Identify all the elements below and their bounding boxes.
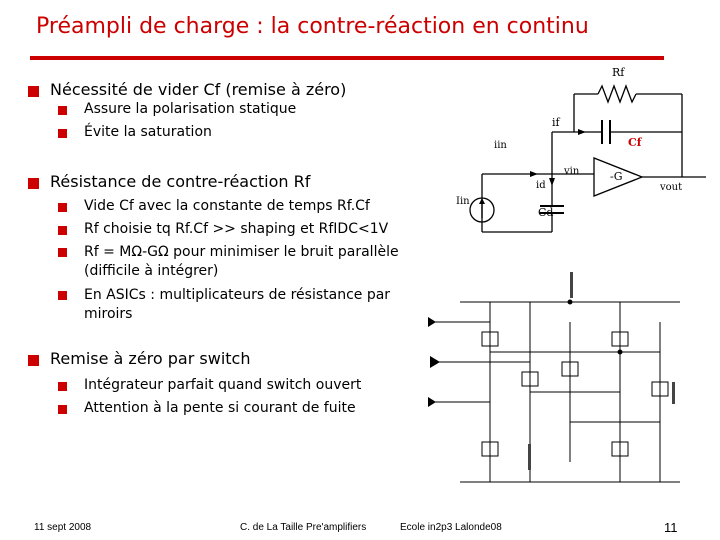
footer-date: 11 sept 2008 xyxy=(34,522,92,533)
amp-gain-label: -G xyxy=(610,170,623,183)
bullet-3-sub-2: Attention à la pente si courant de fuite xyxy=(84,400,356,416)
page-number: 11 xyxy=(664,520,678,535)
if-label: if xyxy=(552,116,560,129)
current-source-arrow xyxy=(479,198,485,204)
iin-arrow xyxy=(530,171,538,177)
title-underline xyxy=(30,56,664,60)
feedback-capacitor xyxy=(552,120,682,144)
sub-bullet-marker xyxy=(58,382,67,391)
rf-label: Rf xyxy=(612,66,625,79)
footer-event: Ecole in2p3 Lalonde08 xyxy=(400,522,502,533)
bullet-2-sub-1: Vide Cf avec la constante de temps Rf.Cf xyxy=(84,198,370,214)
vin-label: vin xyxy=(564,166,580,177)
sub-bullet-marker xyxy=(58,248,67,257)
slide-title: Préampli de charge : la contre-réaction en continu xyxy=(36,14,589,39)
feedback-resistor xyxy=(574,86,682,132)
bullet-2-sub-2: Rf choisie tq Rf.Cf >> shaping et RfIDC<1V xyxy=(84,221,389,237)
iinput-label: Iin xyxy=(456,196,470,207)
sub-bullet-marker xyxy=(58,203,67,212)
bullet-3-sub-1: Intégrateur parfait quand switch ouvert xyxy=(84,377,362,393)
sub-bullet-marker xyxy=(58,106,67,115)
sub-bullet-marker xyxy=(58,129,67,138)
charge-preamp-schematic xyxy=(452,62,710,258)
if-arrow xyxy=(578,129,586,135)
iin-label: iin xyxy=(494,140,507,151)
bullet-2: Résistance de contre-réaction Rf xyxy=(50,172,311,191)
vout-label: vout xyxy=(660,182,683,193)
sub-bullet-marker xyxy=(58,405,67,414)
bullet-1: Nécessité de vider Cf (remise à zéro) xyxy=(50,80,347,99)
bullet-3: Remise à zéro par switch xyxy=(50,349,251,368)
bullet-marker xyxy=(28,178,39,189)
cf-label: Cf xyxy=(628,136,642,149)
sub-bullet-marker xyxy=(58,291,67,300)
id-label: id xyxy=(536,180,546,191)
bullet-1-sub-2: Évite la saturation xyxy=(84,124,212,140)
sub-bullet-marker xyxy=(58,226,67,235)
bullet-2-sub-3: Rf = MΩ-GΩ pour minimiser le bruit parallèle (difficile à intégrer) xyxy=(84,244,399,279)
footer-author: C. de La Taille Pre'amplifiers xyxy=(240,522,367,533)
bullet-2-sub-4: En ASICs : multiplicateurs de résistance par miroirs xyxy=(84,287,391,322)
bullet-marker xyxy=(28,86,39,97)
bullet-1-sub-1: Assure la polarisation statique xyxy=(84,101,297,117)
transistor-schematic xyxy=(410,262,710,514)
cd-label: Cd xyxy=(538,206,554,219)
bullet-marker xyxy=(28,355,39,366)
id-arrow xyxy=(549,178,555,186)
